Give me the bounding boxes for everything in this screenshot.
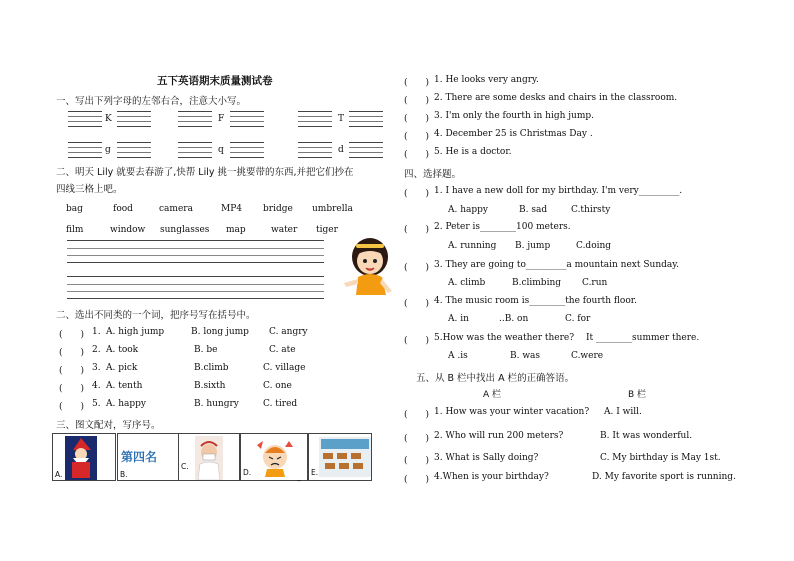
write-line[interactable]	[67, 240, 324, 263]
word: bag	[66, 204, 83, 214]
option-b: ..B. on	[499, 314, 529, 324]
word: camera	[159, 204, 193, 214]
question: 5.How was the weather there?	[434, 333, 575, 343]
option-b: B.climbing	[512, 278, 562, 288]
girl-illustration	[340, 235, 398, 297]
word: window	[110, 225, 146, 235]
write-line[interactable]	[230, 142, 264, 158]
sec2b-heading: 二、选出不同类的一个词，把序号写在括号中。	[56, 310, 256, 321]
option-a: A .is	[448, 351, 468, 361]
option-a: A. running	[448, 241, 497, 251]
answer-paren[interactable]: ( )	[404, 78, 430, 88]
statement: 4. December 25 is Christmas Day .	[434, 129, 593, 139]
fourth-place-text: 第四名	[121, 450, 158, 464]
option-a: A. happy	[106, 399, 146, 409]
question: 3. What is Sally doing?	[434, 453, 539, 463]
answer-paren[interactable]: ( )	[404, 96, 430, 106]
letter: q	[218, 145, 224, 155]
option-c: C. ate	[269, 345, 296, 355]
question: 4.When is your birthday?	[434, 472, 549, 482]
statement: 5. He is a doctor.	[434, 147, 512, 157]
option-a: A. pick	[106, 363, 138, 373]
column-a-header: A 栏	[483, 390, 502, 400]
item-number: 5.	[92, 399, 101, 409]
option-b: B. long jump	[191, 327, 249, 337]
option-b: B. be	[194, 345, 218, 355]
option-c: C.thirsty	[571, 205, 611, 215]
write-line[interactable]	[298, 142, 332, 158]
statement: 1. He looks very angry.	[434, 75, 539, 85]
question: 4. The music room is________the fourth floor.	[434, 296, 637, 306]
question: 2. Peter is________100 meters.	[434, 222, 571, 232]
item-number: 1.	[92, 327, 101, 337]
write-line[interactable]	[349, 111, 383, 127]
sec2a-heading-line2: 四线三格上吧。	[56, 184, 123, 195]
write-line[interactable]	[67, 276, 324, 299]
column-b-header: B 栏	[628, 390, 647, 400]
picture-d	[240, 433, 308, 481]
answer-paren[interactable]: ( )	[59, 348, 85, 358]
option-c: C.were	[571, 351, 604, 361]
answer-paren[interactable]: ( )	[59, 384, 85, 394]
letter: K	[105, 114, 112, 124]
write-line[interactable]	[230, 111, 264, 127]
picture-c	[178, 433, 240, 481]
option-a: A. took	[106, 345, 139, 355]
picture-e	[308, 433, 372, 481]
letter: F	[218, 114, 225, 124]
option-b: B. was	[510, 351, 541, 361]
answer-paren[interactable]: ( )	[404, 410, 430, 420]
statement: 2. There are some desks and chairs in the classroom.	[434, 93, 678, 103]
classroom-icon	[319, 437, 371, 477]
write-line[interactable]	[178, 111, 212, 127]
word: water	[271, 225, 298, 235]
answer-paren[interactable]: ( )	[59, 330, 85, 340]
item-number: 4.	[92, 381, 101, 391]
picture-label: B.	[120, 470, 128, 479]
option-a: A. in	[448, 314, 469, 324]
picture-label: A.	[55, 470, 63, 479]
write-line[interactable]	[117, 111, 151, 127]
option-c: C. tired	[263, 399, 298, 409]
option-b: B. jump	[515, 241, 551, 251]
write-line[interactable]	[117, 142, 151, 158]
write-line[interactable]	[68, 111, 102, 127]
sec2a-heading-line1: 二、明天 Lily 就要去春游了,快帮 Lily 挑一挑要带的东西,并把它们抄在	[56, 167, 354, 178]
option-b: B.climb	[194, 363, 229, 373]
option-c: C. for	[565, 314, 591, 324]
letter: T	[338, 114, 345, 124]
option-a: A. happy	[448, 205, 488, 215]
picture-label: E.	[311, 468, 319, 477]
answer: B. It was wonderful.	[600, 431, 693, 441]
answer-paren[interactable]: ( )	[404, 114, 430, 124]
word: film	[66, 225, 84, 235]
sec1-heading: 一、写出下列字母的左邻右合，注意大小写。	[56, 96, 247, 107]
write-line[interactable]	[178, 142, 212, 158]
answer-paren[interactable]: ( )	[404, 299, 430, 309]
word: bridge	[263, 204, 293, 214]
letter: g	[105, 145, 111, 155]
question: 1. How was your winter vacation?	[434, 407, 590, 417]
answer-paren[interactable]: ( )	[404, 225, 430, 235]
question: 2. Who will run 200 meters?	[434, 431, 564, 441]
answer-paren[interactable]: ( )	[404, 150, 430, 160]
option-a: A. tenth	[106, 381, 143, 391]
santa-icon	[65, 436, 97, 480]
sec5-heading: 五、从 B 栏中找出 A 栏的正确答语。	[416, 373, 575, 384]
write-line[interactable]	[68, 142, 102, 158]
letter: d	[338, 145, 344, 155]
picture-label: C.	[181, 462, 189, 471]
answer-paren[interactable]: ( )	[404, 189, 430, 199]
answer-paren[interactable]: ( )	[404, 132, 430, 142]
option-c: C. village	[263, 363, 306, 373]
item-number: 3.	[92, 363, 101, 373]
answer-paren[interactable]: ( )	[59, 366, 85, 376]
picture-a	[52, 433, 116, 481]
sec3-heading: 三、图文配对，写序号。	[56, 420, 161, 431]
option-c: C.doing	[576, 241, 612, 251]
option-c: C.run	[582, 278, 608, 288]
option-a: A. high jump	[106, 327, 165, 337]
word: MP4	[221, 204, 242, 214]
option-c: C. angry	[269, 327, 308, 337]
question: 1. I have a new doll for my birthday. I'm very_________.	[434, 186, 683, 196]
picture-extra-mark: _	[297, 472, 301, 481]
sec4-heading: 四、选择题。	[404, 169, 462, 180]
option-a: A. climb	[448, 278, 486, 288]
page-title: 五下英语期末质量测试卷	[157, 75, 273, 87]
picture-b	[117, 433, 179, 481]
option-b: B. sad	[519, 205, 548, 215]
word: map	[226, 225, 246, 235]
question: 3. They are going to_________a mountain next Sunday.	[434, 260, 679, 270]
word: food	[113, 204, 133, 214]
answer: D. My favorite sport is running.	[592, 472, 736, 482]
answer-paren[interactable]: ( )	[59, 402, 85, 412]
write-line[interactable]	[349, 142, 383, 158]
statement: 3. I'm only the fourth in high jump.	[434, 111, 595, 121]
item-number: 2.	[92, 345, 101, 355]
answer-paren[interactable]: ( )	[404, 456, 430, 466]
angry-face-icon	[255, 437, 295, 477]
word: sunglasses	[160, 225, 210, 235]
answer-paren[interactable]: ( )	[404, 434, 430, 444]
doctor-icon	[195, 436, 223, 480]
word: umbrella	[312, 204, 353, 214]
picture-label: D.	[243, 468, 252, 477]
question-part-2: It ________summer there.	[586, 333, 700, 343]
option-b: B. hungry	[194, 399, 239, 409]
option-c: C. one	[263, 381, 292, 391]
answer: A. I will.	[604, 407, 642, 417]
write-line[interactable]	[298, 111, 332, 127]
answer-paren[interactable]: ( )	[404, 263, 430, 273]
option-b: B.sixth	[194, 381, 226, 391]
word: tiger	[316, 225, 338, 235]
answer-paren[interactable]: ( )	[404, 336, 430, 346]
answer-paren[interactable]: ( )	[404, 475, 430, 485]
answer: C. My birthday is May 1st.	[600, 453, 721, 463]
